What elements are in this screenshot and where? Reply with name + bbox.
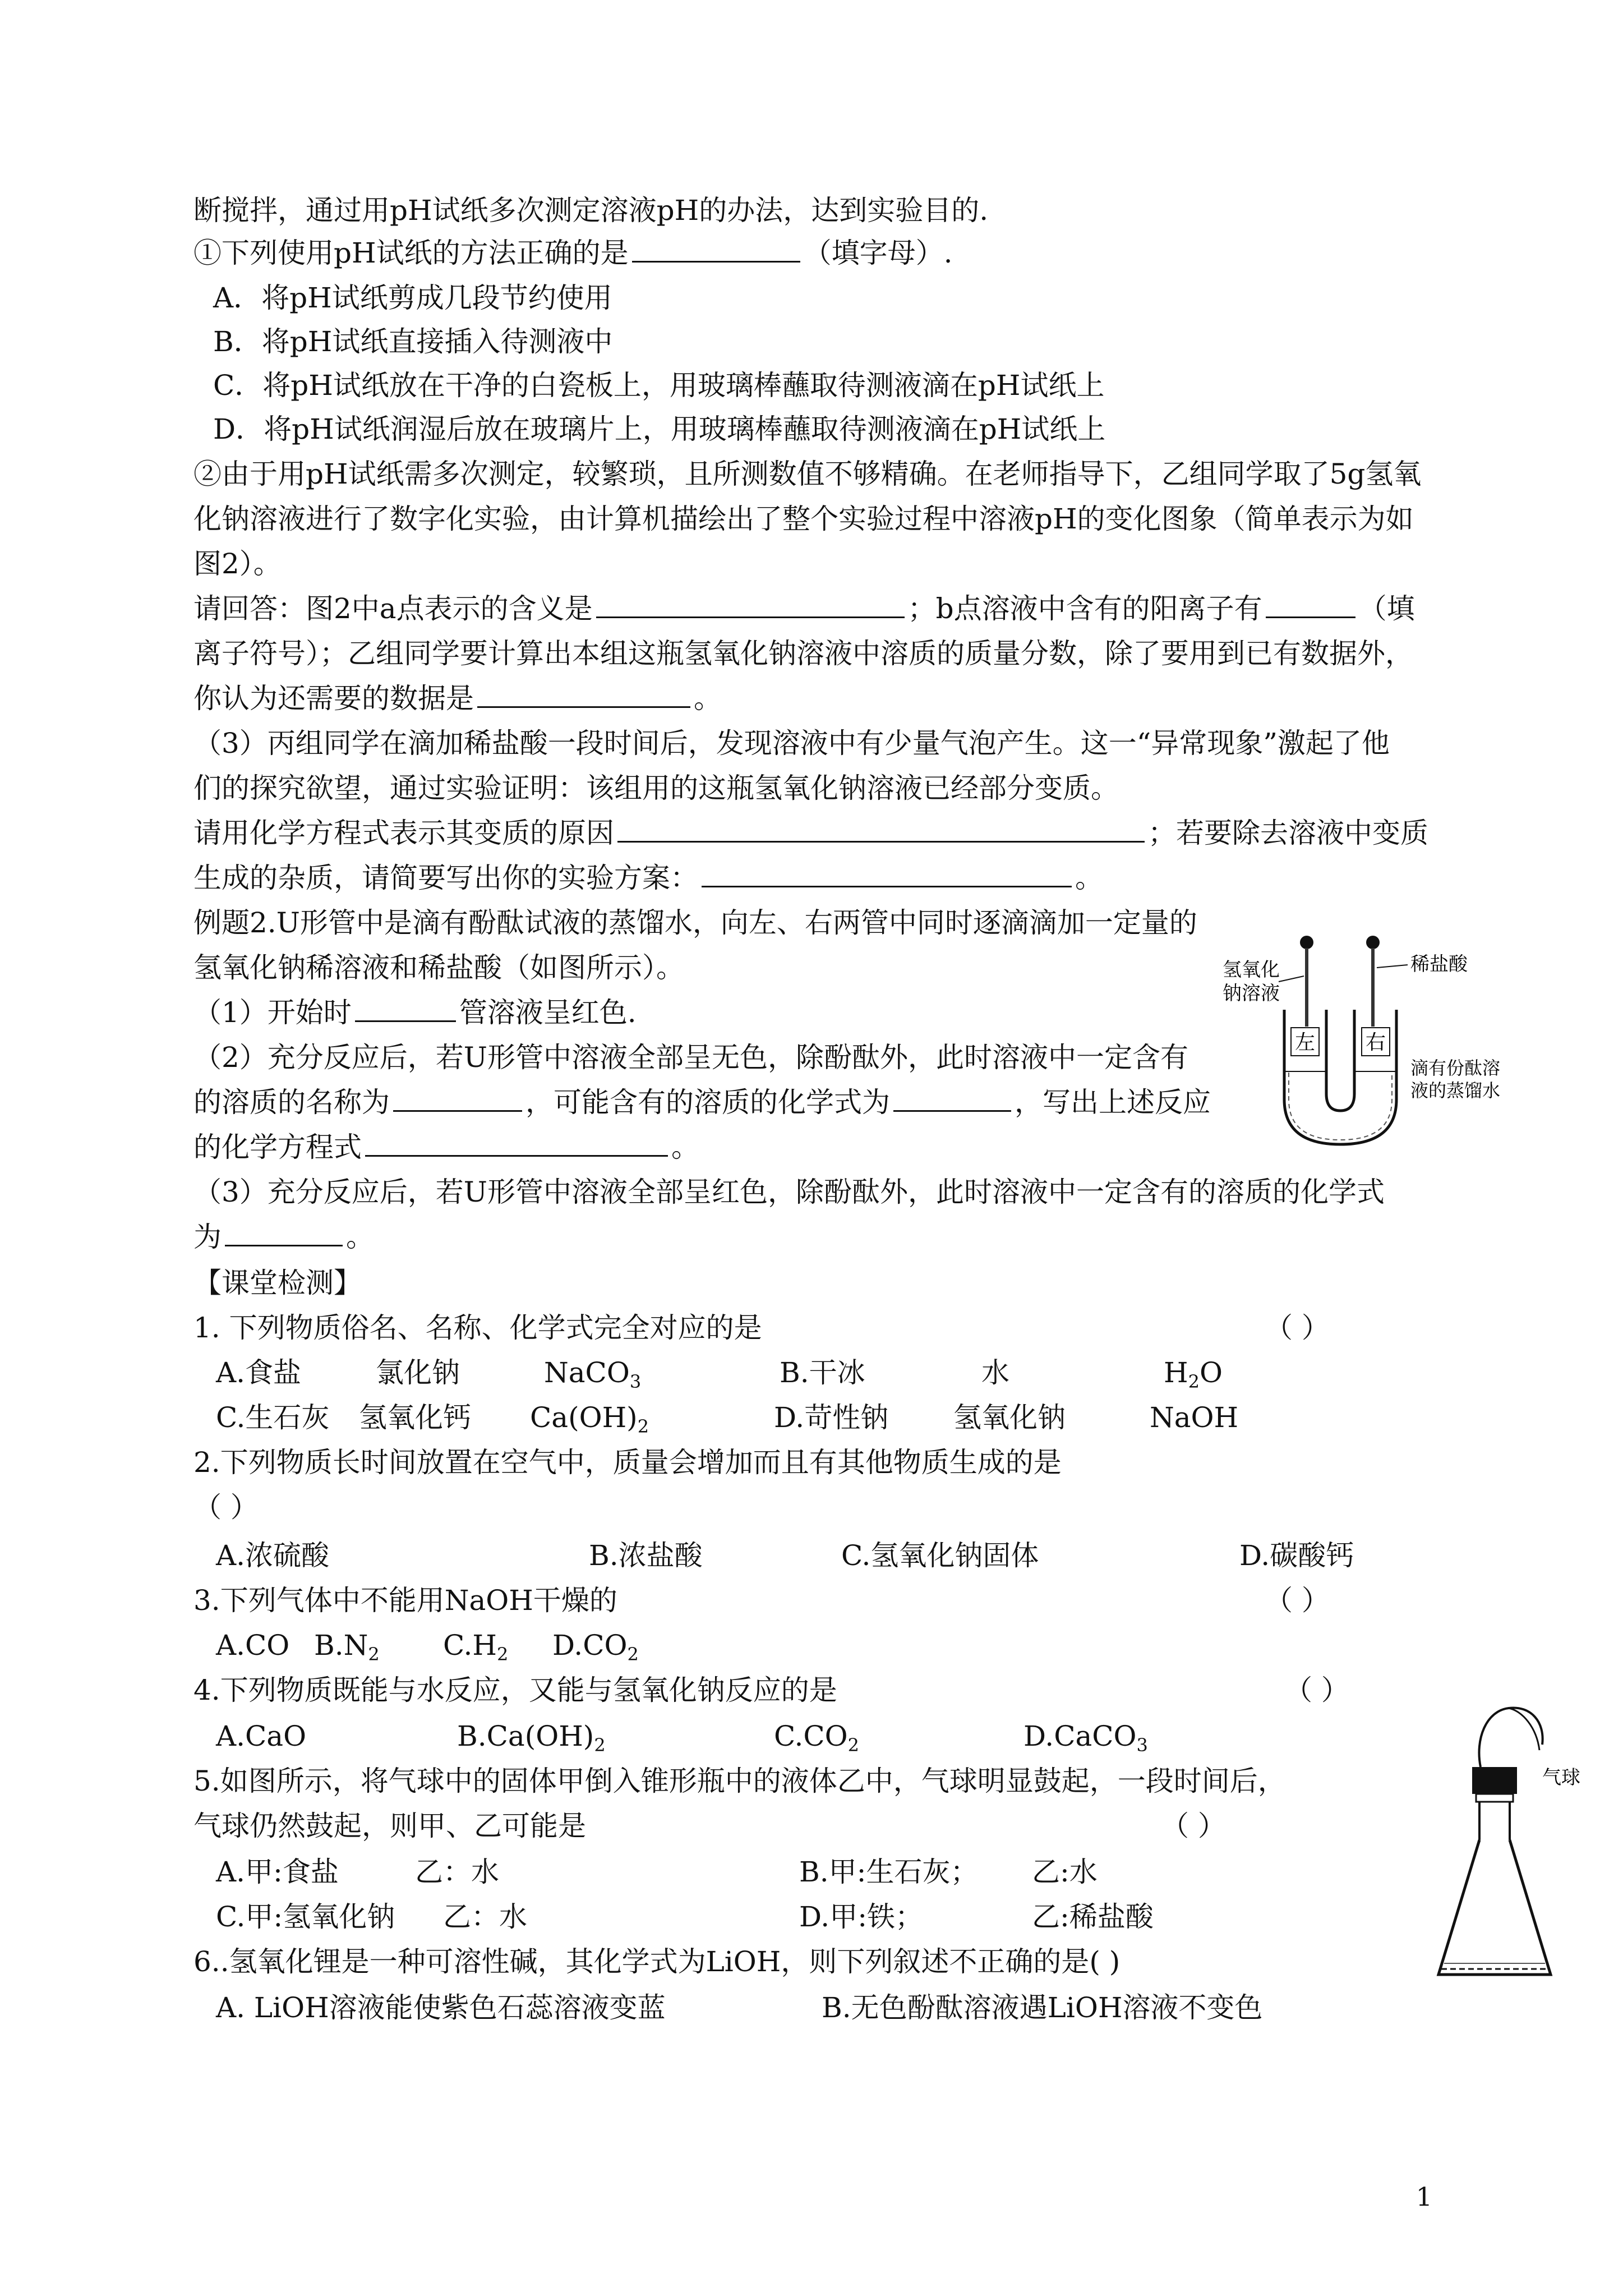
question-line: 为 。 (193, 1218, 374, 1255)
svg-text:钠溶液: 钠溶液 (1223, 982, 1280, 1005)
q4-option-d: D.CaCO$_3$ (1023, 1720, 1148, 1756)
question-line: 你认为还需要的数据是 。 (193, 680, 722, 717)
option-a: A．将pH试纸剪成几段节约使用 (213, 282, 612, 314)
question-5: 5.如图所示，将气球中的固体甲倒入锥形瓶中的液体乙中，气球明显鼓起，一段时间后， (193, 1765, 1286, 1797)
svg-text:气球: 气球 (1542, 1766, 1580, 1789)
q5-option-c: C.甲:氢氧化钠 (216, 1901, 395, 1933)
question-1: 1. 下列物质俗名、名称、化学式完全对应的是 (193, 1312, 762, 1344)
section-heading: 【课堂检测】 (193, 1267, 362, 1299)
q1-option-c-formula: $Ca(OH)_2$ (530, 1401, 649, 1437)
svg-text:左: 左 (1294, 1031, 1316, 1054)
svg-text:右: 右 (1365, 1031, 1386, 1054)
svg-text:稀盐酸: 稀盐酸 (1410, 953, 1468, 976)
q5-option-d-b: 乙:稀盐酸 (1032, 1901, 1154, 1933)
q6-option-b: B.无色酚酞溶液遇LiOH溶液不变色 (822, 1991, 1263, 2024)
q3-option-d: $D.CO_2$ (552, 1629, 639, 1665)
q2-option-d: D.碳酸钙 (1239, 1539, 1354, 1572)
text-line: 离子符号）；乙组同学要计算出本组这瓶氢氧化钠溶液中溶质的质量分数，除了要用到已有数据外， (193, 637, 1413, 670)
question-line: 生成的杂质，请简要写出你的实验方案： 。 (193, 859, 1103, 896)
question-2: 2.下列物质长时间放置在空气中，质量会增加而且有其他物质生成的是 (193, 1446, 1062, 1479)
answer-blank[interactable] (893, 1084, 1011, 1112)
q1-option-b: B.干冰 (780, 1356, 865, 1389)
q1-option-a: A.食盐 (216, 1356, 302, 1389)
question-4: 4.下列物质既能与水反应，又能与氢氧化钠反应的是 (193, 1674, 837, 1706)
q5-option-b-b: 乙:水 (1032, 1856, 1098, 1888)
option-b: B．将pH试纸直接插入待测液中 (213, 325, 613, 358)
q3-option-b: $B.N_2$ (314, 1629, 380, 1665)
q1-option-d: D.苛性钠 (774, 1401, 889, 1434)
question-3: 3.下列气体中不能用NaOH干燥的 (193, 1584, 617, 1617)
flask-icon (1438, 1840, 1551, 1975)
answer-blank[interactable] (617, 815, 1145, 843)
q5-option-b: B.甲:生石灰； (799, 1856, 979, 1888)
answer-blank[interactable] (596, 591, 905, 618)
q5-option-a: A.甲:食盐 (216, 1856, 339, 1888)
question-line: ①下列使用pH试纸的方法正确的是 （填字母）. (193, 234, 953, 272)
answer-blank[interactable] (632, 235, 800, 263)
q3-option-a: A.CO (216, 1629, 290, 1662)
q4-option-c: $C.CO_2$ (774, 1720, 859, 1756)
page-number: 1 (1415, 2182, 1432, 2212)
q5-option-d: D.甲:铁； (799, 1901, 924, 1933)
q1-option-a-name: 氯化钠 (376, 1356, 460, 1389)
q6-option-a: A. LiOH溶液能使紫色石蕊溶液变蓝 (216, 1991, 666, 2024)
dropper-bulb-icon (1300, 936, 1313, 949)
text-line: 们的探究欲望，通过实验证明：该组用的这瓶氢氧化钠溶液已经部分变质。 (193, 772, 1119, 804)
answer-paren[interactable]: （ ） (1265, 1312, 1330, 1344)
q3-option-c: $C.H_2$ (443, 1629, 509, 1665)
answer-blank[interactable] (393, 1084, 522, 1112)
svg-text:滴有份酞溶: 滴有份酞溶 (1410, 1057, 1501, 1079)
text-line: 图2）。 (193, 547, 282, 580)
option-c: C．将pH试纸放在干净的白瓷板上，用玻璃棒蘸取待测液滴在pH试纸上 (213, 369, 1105, 402)
answer-paren[interactable]: （ ） (1265, 1584, 1330, 1617)
q2-option-a: A.浓硫酸 (216, 1539, 330, 1572)
text-line: （3）充分反应后，若U形管中溶液全部呈红色，除酚酞外，此时溶液中一定含有的溶质的化学式 (193, 1176, 1385, 1208)
q5-option-c-b: 乙：水 (443, 1901, 527, 1933)
q4-option-b: $B.Ca(OH)_2$ (457, 1720, 606, 1756)
svg-text:氢氧化: 氢氧化 (1223, 959, 1280, 981)
option-d: D．将pH试纸润湿后放在玻璃片上，用玻璃棒蘸取待测液滴在pH试纸上 (213, 413, 1106, 445)
text-line: 断搅拌，通过用pH试纸多次测定溶液pH的办法，达到实验目的. (193, 194, 989, 227)
question-5-cont: 气球仍然鼓起，则甲、乙可能是 (193, 1810, 586, 1842)
text-line: （2）充分反应后，若U形管中溶液全部呈无色，除酚酞外，此时溶液中一定含有 (193, 1041, 1188, 1074)
q2-option-c: C.氢氧化钠固体 (841, 1539, 1039, 1572)
answer-blank[interactable] (225, 1219, 343, 1246)
balloon-icon (1479, 1708, 1542, 1767)
answer-blank[interactable] (365, 1129, 668, 1157)
text-line: 化钠溶液进行了数字化实验，由计算机描绘出了整个实验过程中溶液pH的变化图象（简单表示为如 (193, 503, 1414, 535)
text-line: （3）丙组同学在滴加稀盐酸一段时间后，发现溶液中有少量气泡产生。这一“异常现象”激起了他 (193, 727, 1390, 760)
answer-blank[interactable] (702, 860, 1072, 887)
question-line: 的化学方程式 。 (193, 1129, 699, 1166)
question-line: 的溶质的名称为 ，可能含有的溶质的化学式为 ，写出上述反应 (193, 1084, 1211, 1121)
text-line: ②由于用pH试纸需多次测定，较繁琐，且所测数值不够精确。在老师指导下，乙组同学取了5g氢氧 (193, 458, 1422, 490)
answer-paren[interactable]: （ ） (1284, 1674, 1349, 1706)
text-line: 氢氧化钠稀溶液和稀盐酸（如图所示）。 (193, 951, 684, 984)
question-line: 请用化学方程式表示其变质的原因 ；若要除去溶液中变质 (193, 815, 1428, 852)
q1-option-b-name: 水 (981, 1356, 1009, 1389)
q1-option-d-name: 氢氧化钠 (953, 1401, 1066, 1434)
q4-option-a: A.CaO (216, 1720, 307, 1752)
answer-paren[interactable]: （ ） (193, 1491, 259, 1524)
question-line: （1）开始时 管溶液呈红色. (193, 994, 637, 1031)
q1-option-c-name: 氢氧化钙 (359, 1401, 471, 1434)
text-line: 例题2.U形管中是滴有酚酞试液的蒸馏水，向左、右两管中同时逐滴滴加一定量的 (193, 907, 1197, 939)
q2-option-b: B.浓盐酸 (589, 1539, 703, 1572)
q1-option-c: C.生石灰 (216, 1401, 330, 1434)
question-line: 请回答：图2中a点表示的含义是 ；b点溶液中含有的阳离子有 （填 (193, 590, 1415, 627)
question-6: 6..氢氧化锂是一种可溶性碱，其化学式为LiOH，则下列叙述不正确的是( ) (193, 1945, 1121, 1978)
q1-option-a-formula: NaCO$_3$ (544, 1356, 642, 1392)
q1-option-d-formula: NaOH (1150, 1401, 1239, 1434)
q1-option-b-formula: $H_2O$ (1164, 1356, 1223, 1392)
svg-text:液的蒸馏水: 液的蒸馏水 (1410, 1080, 1501, 1101)
answer-blank[interactable] (1266, 591, 1355, 618)
u-tube-figure (1223, 926, 1514, 1156)
answer-paren[interactable]: （ ） (1161, 1810, 1226, 1842)
answer-blank[interactable] (477, 680, 690, 708)
dropper-bulb-icon (1366, 936, 1380, 949)
answer-blank[interactable] (355, 995, 456, 1022)
flask-figure (1424, 1700, 1593, 1991)
q5-option-a-b: 乙：水 (415, 1856, 499, 1888)
